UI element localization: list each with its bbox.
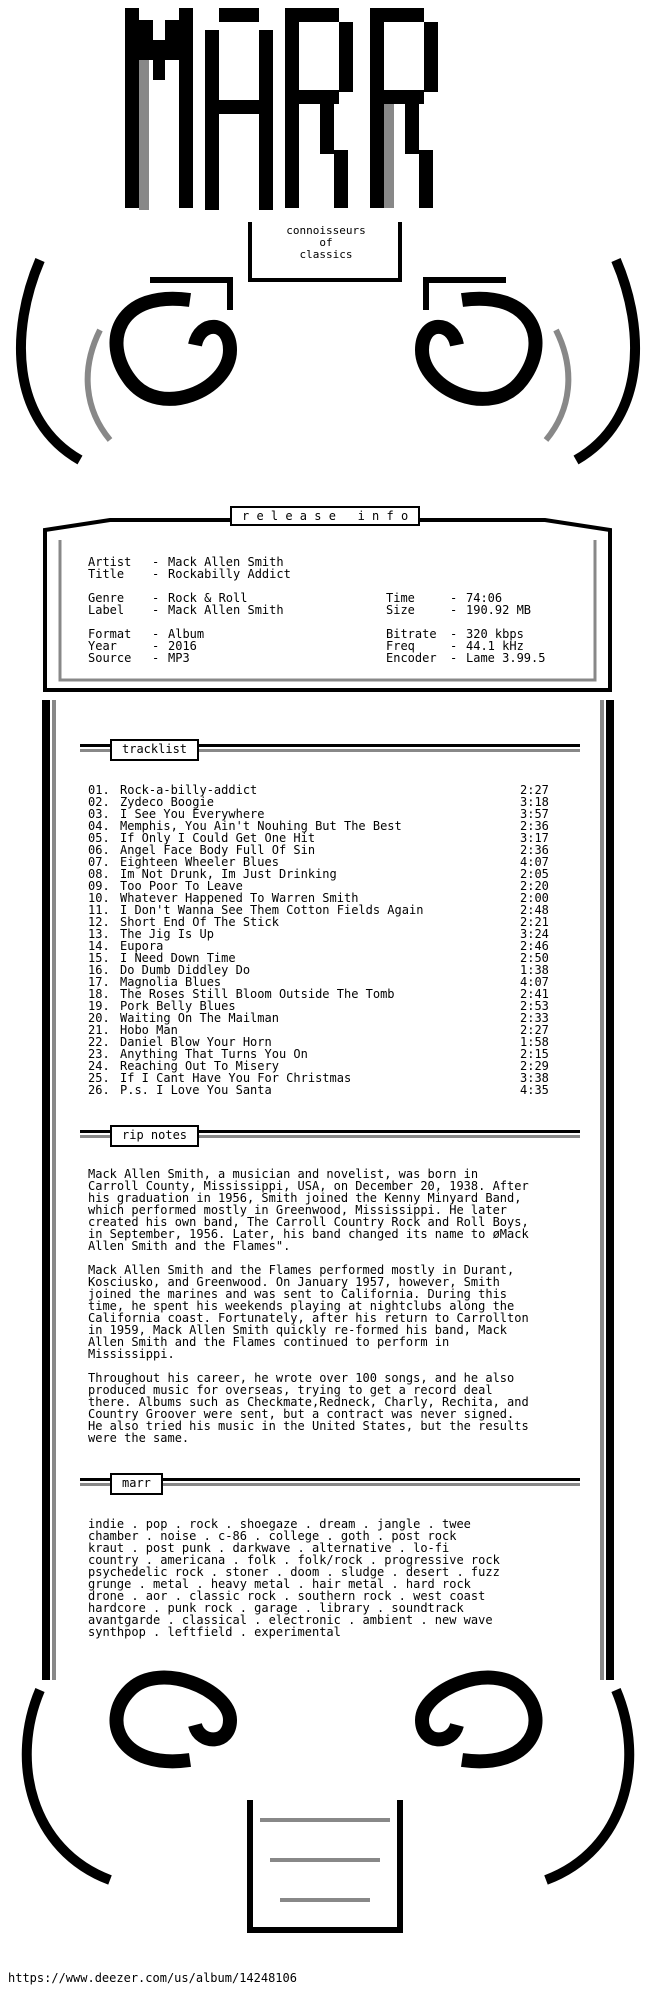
rip-note-line: produced music for overseas, trying to get a record deal [88,1383,493,1397]
logo-block [165,20,179,60]
release-info-heading: r e l e a s e i n f o [230,506,420,526]
rip-notes-header [80,1126,580,1144]
rip-note-line: time, he spent his weekends playing at nightclubs along the [88,1299,515,1313]
genre-tag-line: grunge . metal . heavy metal . hair metal . hard rock [88,1577,471,1591]
track-number: 09. [88,879,110,893]
track-title: Hobo Man [120,1023,178,1037]
release-field-sep: - [152,603,160,617]
release-field-value: 190.92 MB [466,603,532,617]
ornament-bottom-right-curl [546,1690,629,1880]
rip-note-line: in September, 1956. Later, his band changed its name to øMack [88,1227,529,1241]
genre-tag-line: avantgarde . classical . electronic . ambient . new wave [88,1613,493,1627]
footer-url[interactable]: https://www.deezer.com/us/album/14248106 [8,1971,297,1985]
release-field-label: Label [88,603,125,617]
rip-note-line: California coast. Fortunately, after his return to Carrollton [88,1311,529,1325]
track-time: 2:33 [520,1011,549,1025]
track-title: Whatever Happened To Warren Smith [120,891,359,905]
track-time: 4:07 [520,975,549,989]
release-field-label: Format [88,627,132,641]
track-time: 3:18 [520,795,549,809]
right-pillar [606,700,614,1680]
track-title: Eighteen Wheeler Blues [120,855,279,869]
track-time: 2:29 [520,1059,549,1073]
track-title: Reaching Out To Misery [120,1059,279,1073]
release-field-value: Lame 3.99.5 [466,651,546,665]
track-number: 25. [88,1071,110,1085]
ornament-left-scroll [117,299,231,399]
release-field-sep: - [450,627,458,641]
release-field-label: Freq [386,639,415,653]
logo-block [339,22,353,92]
ornament-bottom-left-scroll [117,1678,231,1762]
rip-note-line: Kosciusko, and Greenwood. On January 1957, however, Smith [88,1275,500,1289]
ornament-left-curl [21,260,80,460]
genre-tag-line: drone . aor . classic rock . southern rock . west coast [88,1589,486,1603]
ornament-right-curl [576,260,635,460]
track-title: Zydeco Boogie [120,795,214,809]
release-field-label: Title [88,567,125,581]
release-field-sep: - [152,555,160,569]
ornament-bottom-shade [260,1820,390,1900]
logo-shade [139,60,149,210]
release-field-value: 320 kbps [466,627,524,641]
track-number: 21. [88,1023,110,1037]
track-title: Im Not Drunk, Im Just Drinking [120,867,337,881]
tracklist-header [80,740,580,758]
genre-tag-line: kraut . post punk . darkwave . alternative . lo-fi [88,1541,450,1555]
release-field-label: Artist [88,555,132,569]
track-time: 4:35 [520,1083,549,1097]
logo-block [419,150,433,208]
track-number: 12. [88,915,110,929]
track-title: I Don't Wanna See Them Cotton Fields Again [120,903,424,917]
release-field-value: Mack Allen Smith [168,555,284,569]
track-number: 26. [88,1083,110,1097]
track-title: I See You Everywhere [120,807,265,821]
logo-block [384,8,424,22]
track-number: 18. [88,987,110,1001]
release-field-label: Source [88,651,132,665]
rip-note-line: his graduation in 1956, Smith joined the Kenny Minyard Band, [88,1191,522,1205]
ornament-right-shade [546,330,568,440]
logo-block [153,40,165,80]
track-number: 03. [88,807,110,821]
track-time: 2:36 [520,819,549,833]
rip-note-line: there. Albums such as Checkmate,Redneck, Charly, Rechita, and [88,1395,529,1409]
rip-note-line: Mack Allen Smith and the Flames performed mostly in Durant, [88,1263,515,1277]
logo-block [139,20,153,60]
ornament-right-scroll [422,299,536,399]
ornament-bottom-right-scroll [422,1678,536,1762]
release-field-value: Album [168,627,205,641]
track-title: Too Poor To Leave [120,879,243,893]
left-pillar-shade [52,700,56,1680]
release-field-label: Size [386,603,415,617]
logo-block [219,100,259,114]
track-number: 04. [88,819,110,833]
track-time: 2:15 [520,1047,549,1061]
release-field-value: 2016 [168,639,197,653]
logo-block [259,30,273,210]
release-field-sep: - [450,639,458,653]
section-label: tracklist [110,739,199,761]
release-field-sep: - [152,639,160,653]
track-number: 17. [88,975,110,989]
logo-block [334,150,348,208]
track-number: 08. [88,867,110,881]
release-field-sep: - [152,627,160,641]
track-number: 23. [88,1047,110,1061]
release-field-label: Time [386,591,415,605]
release-field-value: Rockabilly Addict [168,567,291,581]
track-title: Pork Belly Blues [120,999,236,1013]
release-field-value: Mack Allen Smith [168,603,284,617]
track-time: 2:00 [520,891,549,905]
track-time: 3:17 [520,831,549,845]
genre-tag-line: chamber . noise . c-86 . college . goth . post rock [88,1529,457,1543]
rip-note-line: Throughout his career, he wrote over 100 songs, and he also [88,1371,515,1385]
track-title: Short End Of The Stick [120,915,279,929]
genre-tag-line: hardcore . punk rock . garage . library . soundtrack [88,1601,464,1615]
track-title: Eupora [120,939,164,953]
track-time: 2:05 [520,867,549,881]
track-number: 15. [88,951,110,965]
genre-tag-line: indie . pop . rock . shoegaze . dream . jangle . twee [88,1517,471,1531]
track-title: If I Cant Have You For Christmas [120,1071,352,1085]
release-field-value: 44.1 kHz [466,639,524,653]
track-time: 2:20 [520,879,549,893]
track-number: 14. [88,939,110,953]
rip-note-line: in 1959, Mack Allen Smith quickly re-formed his band, Mack [88,1323,508,1337]
tagline-line-3: classics [299,248,353,261]
track-number: 19. [88,999,110,1013]
track-time: 3:38 [520,1071,549,1085]
logo-block [405,104,419,154]
release-field-label: Year [88,639,117,653]
logo-block [384,90,424,104]
track-time: 3:24 [520,927,549,941]
release-field-value: Rock & Roll [168,591,248,605]
rip-note-line: joined the marines and was sent to California. During this [88,1287,508,1301]
release-field-label: Genre [88,591,125,605]
logo-shade [384,104,394,208]
track-time: 2:41 [520,987,549,1001]
track-time: 2:27 [520,783,549,797]
track-time: 2:36 [520,843,549,857]
logo-block [320,104,334,154]
track-time: 4:07 [520,855,549,869]
logo-block [179,8,193,208]
track-number: 05. [88,831,110,845]
track-title: Rock-a-billy-addict [120,783,258,797]
track-time: 2:48 [520,903,549,917]
logo-block [205,30,219,210]
rip-note-line: Allen Smith and the Flames continued to perform in [88,1335,450,1349]
track-title: Angel Face Body Full Of Sin [120,843,316,857]
logo-block [299,90,339,104]
track-time: 2:21 [520,915,549,929]
rip-note-line: He also tried his music in the United States, but the results [88,1419,529,1433]
track-number: 06. [88,843,110,857]
marr-header [80,1474,580,1492]
track-number: 02. [88,795,110,809]
rip-note-line: Country Groover were sent, but a contract was never signed. [88,1407,515,1421]
release-field-sep: - [152,591,160,605]
logo-block [370,8,384,208]
track-title: The Jig Is Up [120,927,214,941]
logo-block [299,8,339,22]
rip-note-line: Mississippi. [88,1347,175,1361]
release-field-sep: - [450,651,458,665]
release-field-label: Bitrate [386,627,437,641]
genre-tag-line: psychedelic rock . stoner . doom . sludge . desert . fuzz [88,1565,500,1579]
track-time: 1:58 [520,1035,549,1049]
rip-note-line: which performed mostly in Greenwood, Mississippi. He later [88,1203,508,1217]
ornament-left-shade [88,330,110,440]
release-field-label: Encoder [386,651,437,665]
track-title: Magnolia Blues [120,975,222,989]
tagline-line-1: connoisseurs [286,224,366,237]
track-time: 2:53 [520,999,549,1013]
track-title: P.s. I Love You Santa [120,1083,272,1097]
track-title: Daniel Blow Your Horn [120,1035,272,1049]
rip-note-line: Allen Smith and the Flames". [88,1239,291,1253]
track-number: 24. [88,1059,110,1073]
track-number: 11. [88,903,110,917]
logo-block [219,8,259,22]
track-time: 3:57 [520,807,549,821]
release-field-value: MP3 [168,651,190,665]
section-label: rip notes [110,1125,199,1147]
release-field-sep: - [450,591,458,605]
rip-note-line: Carroll County, Mississippi, USA, on December 20, 1938. After [88,1179,529,1193]
right-pillar-shade [600,700,604,1680]
rip-note-line: were the same. [88,1431,190,1445]
section-label: marr [110,1473,163,1495]
track-time: 2:27 [520,1023,549,1037]
logo-block [125,8,139,208]
track-title: Memphis, You Ain't Nouhing But The Best [120,819,402,833]
release-field-value: 74:06 [466,591,503,605]
track-title: Waiting On The Mailman [120,1011,279,1025]
tagline-line-2: of [319,236,333,249]
track-title: Do Dumb Diddley Do [120,963,251,977]
track-time: 1:38 [520,963,549,977]
track-title: The Roses Still Bloom Outside The Tomb [120,987,395,1001]
genre-tag-line: country . americana . folk . folk/rock . progressive rock [88,1553,500,1567]
ornament-bottom-left-curl [27,1690,110,1880]
track-number: 07. [88,855,110,869]
release-field-sep: - [450,603,458,617]
left-pillar [42,700,50,1680]
rip-note-line: created his own band, The Carroll Country Rock and Roll Boys, [88,1215,529,1229]
track-title: I Need Down Time [120,951,236,965]
rip-note-line: Mack Allen Smith, a musician and novelist, was born in [88,1167,479,1181]
release-field-sep: - [152,651,160,665]
track-number: 22. [88,1035,110,1049]
track-title: Anything That Turns You On [120,1047,308,1061]
track-time: 2:50 [520,951,549,965]
release-field-sep: - [152,567,160,581]
logo-block [285,8,299,208]
track-number: 10. [88,891,110,905]
logo-block [424,22,438,92]
track-time: 2:46 [520,939,549,953]
track-title: If Only I Could Get One Hit [120,831,316,845]
track-number: 16. [88,963,110,977]
track-number: 13. [88,927,110,941]
genre-tag-line: synthpop . leftfield . experimental [88,1625,341,1639]
track-number: 01. [88,783,110,797]
track-number: 20. [88,1011,110,1025]
